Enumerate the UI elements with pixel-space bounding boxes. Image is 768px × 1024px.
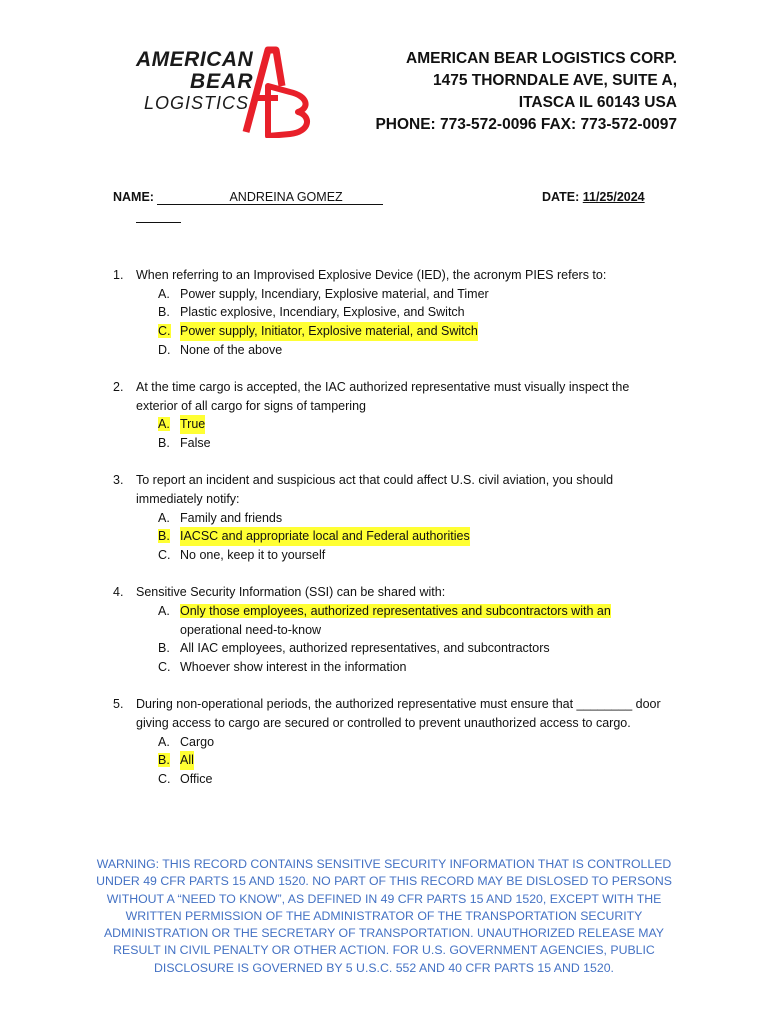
date-label: DATE:	[542, 190, 580, 204]
answer-option-selected[interactable]: C. Power supply, Initiator, Explosive material, and Switch	[158, 322, 673, 341]
logo-word-american: AMERICAN	[136, 48, 254, 71]
logo-word-bear: BEAR	[190, 70, 254, 93]
question-number: 4.	[113, 585, 124, 600]
question-number: 3.	[113, 473, 124, 488]
answer-option[interactable]: B. All IAC employees, authorized representatives, and subcontractors	[158, 641, 550, 656]
company-header	[375, 48, 677, 136]
question-text: During non-operational periods, the authorized representative must ensure that ________ door giving access to cargo are secured or controlled to prevent unauthorized access to cargo.	[136, 697, 661, 731]
question-5	[113, 695, 673, 789]
answer-option[interactable]: D. None of the above	[158, 342, 283, 357]
company-address-line1: 1475 THORNDALE AVE, SUITE A,	[432, 72, 677, 89]
answer-option[interactable]: B. False	[158, 436, 211, 451]
question-text: When referring to an Improvised Explosive Device (IED), the acronym PIES refers to:	[136, 268, 607, 282]
company-phone-fax: PHONE: 773-572-0096 FAX: 773-572-0097	[375, 116, 677, 133]
company-logo	[134, 46, 314, 138]
date-value[interactable]: 11/25/2024	[582, 190, 645, 204]
name-field	[113, 190, 383, 205]
question-text: To report an incident and suspicious act that could affect U.S. civil aviation, you should immediately notify:	[136, 473, 614, 507]
ab-monogram-icon	[238, 46, 314, 138]
logo-word-logistics: LOGISTICS	[144, 93, 250, 113]
date-field	[542, 190, 645, 204]
question-2	[113, 378, 673, 453]
answer-option[interactable]: A. Family and friends	[158, 510, 283, 525]
answer-option-selected[interactable]: A. True	[158, 415, 673, 434]
ssi-warning-notice: WARNING: THIS RECORD CONTAINS SENSITIVE SECURITY INFORMATION THAT IS CONTROLLED UNDER 49 CFR PARTS 15 AND 1520. NO PART OF THIS RECORD MAY BE DISLOSED TO PERSONS WITHOUT A “NEED TO KNOW”, AS DEFINED IN 49 CFR PARTS 15 AND 1520, EXCEPT WITH THE WRITTEN PERMISSION OF THE ADMINISTRATOR OF THE TRANSPORTATION SECURITY ADMINISTRATION OR THE SECRETARY OF TRANSPORTATION. UNAUTHORIZED RELEASE MAY RESULT IN CIVIL PENALTY OR OTHER ACTION. FOR U.S. GOVERNMENT AGENCIES, PUBLIC DISCLOSURE IS GOVERNED BY 5 U.S.C. 552 AND 40 CFR PARTS 15 AND 1520.	[96, 857, 672, 975]
company-name: AMERICAN BEAR LOGISTICS CORP.	[406, 50, 677, 67]
signature-line	[136, 222, 181, 223]
answer-option[interactable]: B. Plastic explosive, Incendiary, Explosive, and Switch	[158, 305, 465, 320]
question-text: At the time cargo is accepted, the IAC authorized representative must visually inspect the exterior of all cargo for signs of tampering	[136, 380, 630, 413]
question-number: 1.	[113, 268, 124, 282]
answer-option[interactable]: A. Cargo	[158, 734, 215, 749]
answer-option[interactable]: C. No one, keep it to yourself	[158, 548, 326, 563]
answer-option[interactable]: C. Whoever show interest in the information	[158, 660, 407, 675]
answer-option-selected[interactable]: A. Only those employees, authorized representatives and subcontractors with an operational need-to-know	[158, 604, 611, 637]
answer-option[interactable]: C. Office	[158, 772, 213, 787]
question-number: 5.	[113, 697, 124, 712]
question-text: Sensitive Security Information (SSI) can be shared with:	[136, 585, 446, 600]
question-3	[113, 471, 673, 565]
answer-option-selected[interactable]: B. All	[158, 751, 673, 770]
answer-option[interactable]: A. Power supply, Incendiary, Explosive material, and Timer	[158, 286, 489, 301]
question-4	[113, 583, 673, 677]
company-address-line2: ITASCA IL 60143 USA	[518, 94, 677, 111]
quiz-questions	[113, 266, 673, 807]
name-value[interactable]: ANDREINA GOMEZ	[157, 190, 383, 205]
answer-option-selected[interactable]: B. IACSC and appropriate local and Federal authorities	[158, 527, 673, 546]
name-label: NAME:	[113, 190, 154, 204]
question-number: 2.	[113, 380, 124, 395]
question-1	[113, 266, 673, 360]
